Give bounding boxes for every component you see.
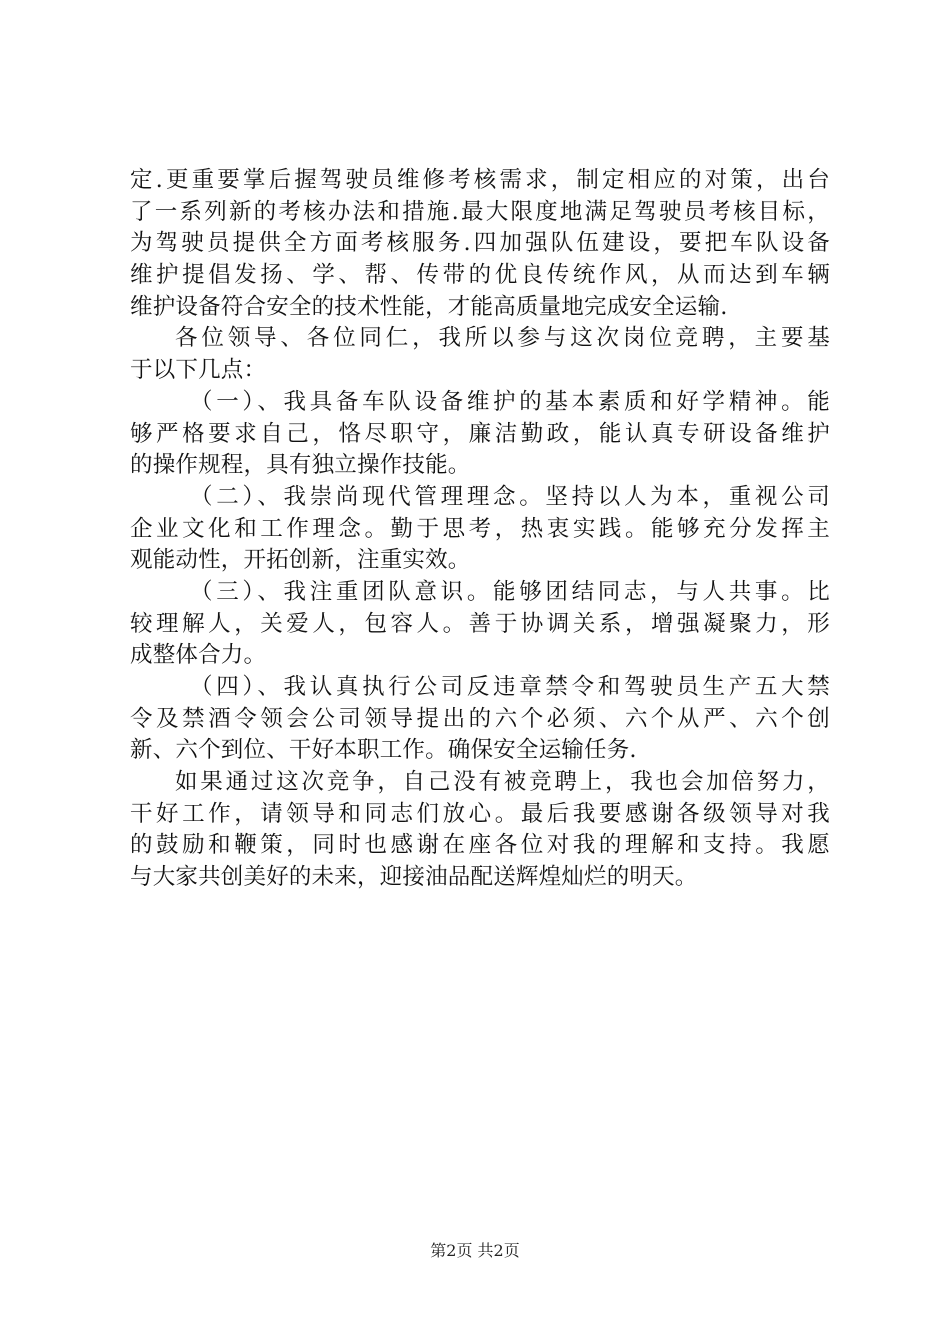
document-body xyxy=(130,165,830,894)
text-line: 各位领导、各位同仁，我所以参与这次岗位竞聘，主要基 xyxy=(175,325,830,352)
text-line: 于以下几点： xyxy=(130,357,267,384)
text-line: 维护提倡发扬、学、帮、传带的优良传统作风，从而达到车辆 xyxy=(130,262,830,289)
text-line: （四）、我认真执行公司反违章禁令和驾驶员生产五大禁 xyxy=(190,674,830,700)
text-line: 与大家共创美好的未来，迎接油品配送辉煌灿烂的明天。 xyxy=(130,864,698,891)
text-line: 够严格要求自己，恪尽职守，廉洁勤政，能认真专研设备维护 xyxy=(130,420,830,447)
text-line: 成整体合力。 xyxy=(130,642,267,669)
text-line: 令及禁酒令领会公司领导提出的六个必须、六个从严、六个创 xyxy=(130,705,830,732)
text-line: 较理解人，关爱人，包容人。善于协调关系，增强凝聚力，形 xyxy=(130,610,830,637)
text-line: 的操作规程，具有独立操作技能。 xyxy=(130,452,471,479)
text-line: 定.更重要掌后握驾驶员维修考核需求，制定相应的对策，出台 xyxy=(130,167,830,193)
text-line: 了一系列新的考核办法和措施.最大限度地满足驾驶员考核目标， xyxy=(130,198,830,225)
text-line: （三）、我注重团队意识。能够团结同志，与人共事。比 xyxy=(190,578,830,605)
text-line: 干好工作，请领导和同志们放心。最后我要感谢各级领导对我 xyxy=(130,800,830,827)
text-line: 观能动性，开拓创新，注重实效。 xyxy=(130,547,471,574)
text-line: 为驾驶员提供全方面考核服务.四加强队伍建设，要把车队设备 xyxy=(130,230,830,257)
page-number-footer: 第2页 共2页 xyxy=(430,1241,520,1260)
text-line: （一）、我具备车队设备维护的基本素质和好学精神。能 xyxy=(190,388,830,415)
text-line: 企业文化和工作理念。勤于思考，热衷实践。能够充分发挥主 xyxy=(130,515,830,542)
text-line: （二）、我崇尚现代管理理念。坚持以人为本，重视公司 xyxy=(190,483,830,510)
text-line: 如果通过这次竞争，自己没有被竞聘上，我也会加倍努力， xyxy=(175,769,830,796)
text-line: 的鼓励和鞭策，同时也感谢在座各位对我的理解和支持。我愿 xyxy=(130,832,830,859)
text-line: 新、六个到位、干好本职工作。确保安全运输任务. xyxy=(130,737,637,764)
text-line: 维护设备符合安全的技术性能，才能高质量地完成安全运输. xyxy=(130,293,728,320)
